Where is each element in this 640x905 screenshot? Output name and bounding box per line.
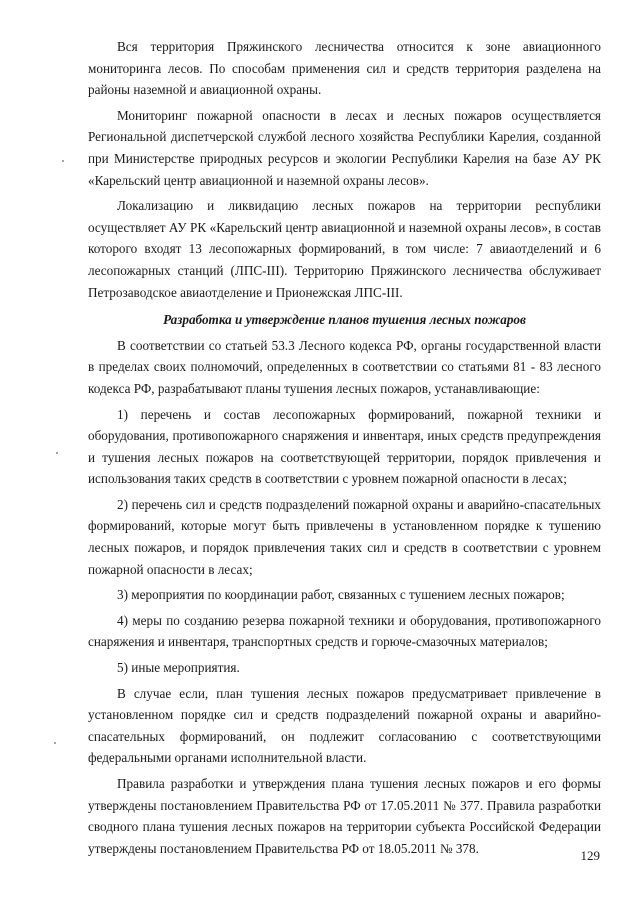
paragraph-fire-localization: Локализацию и ликвидацию лесных пожаров на территории республики осуществляет АУ РК «Карельский центр авиационной и наземной охраны лесов», в состав которого входят 13 лесопожарных формирований, в том числе: 7 авиаотделений и 6 лесопожарных станций (ЛПС-III). Территорию Пряжинского лесничества обслуживает Петрозаводское авиаотделение и Прионежская ЛПС-III. [88,198,601,300]
paragraph-legal-basis: В соответствии со статьей 53.3 Лесного кодекса РФ, органы государственной власти в пределах своих полномочий, определенных в соответствии со статьями 81 - 83 лесного кодекса РФ, разрабатывают планы тушения лесных пожаров, устанавливающие: [88,337,601,396]
section-heading: Разработка и утверждение планов тушения лесных пожаров [163,312,526,328]
scan-speck [54,742,56,744]
list-item-1: 1) перечень и состав лесопожарных формирований, пожарной техники и оборудования, противопожарного снаряжения и инвентаря, иных средств предупреждения и тушения лесных пожаров на соответствующей территории, порядок привлечения и использования таких средств в соответствии с уровнем пожарной опасности в лесах; [88,406,601,487]
paragraph-coordination: В случае если, план тушения лесных пожаров предусматривает привлечение в установленном порядке сил и средств подразделений пожарной охраны и аварийно-спасательных формирований, он подлежит согласованию с соответствующими федеральными органами исполнительной власти. [88,685,601,766]
list-item-4: 4) меры по созданию резерва пожарной техники и оборудования, противопожарного снаряжения и инвентаря, транспортных средств и горюче-смазочных материалов; [88,612,601,650]
paragraph-forestry-zone: Вся территория Пряжинского лесничества относится к зоне авиационного мониторинга лесов. По способам применения сил и средств территория разделена на районы наземной и авиационной охраны. [88,39,601,98]
document-body [88,36,601,859]
paragraph-fire-monitoring: Мониторинг пожарной опасности в лесах и лесных пожаров осуществляется Региональной диспетчерской службой лесного хозяйства Республики Карелия, созданной при Министерстве природных ресурсов и экологии Республики Карелия на базе АУ РК «Карельский центр авиационной и наземной охраны лесов». [88,107,601,188]
list-item-3: 3) мероприятия по координации работ, связанных с тушением лесных пожаров; [117,587,565,603]
scan-speck [56,452,58,454]
list-item-5: 5) иные мероприятия. [117,660,240,676]
page-number: 129 [580,848,600,863]
list-item-2: 2) перечень сил и средств подразделений пожарной охраны и аварийно-спасательных формирований, которые могут быть привлечены в установленном порядке к тушению лесных пожаров, и порядок привлечения таких сил и средств в соответствии с уровнем пожарной опасности в лесах; [88,496,601,577]
paragraph-rules: Правила разработки и утверждения плана тушения лесных пожаров и его формы утверждены постановлением Правительства РФ от 17.05.2011 № 377. Правила разработки сводного плана тушения лесных пожаров на территории субъекта Российской Федерации утверждены постановлением Правительства РФ от 18.05.2011 № 378. [88,776,601,856]
scan-speck [62,160,64,162]
